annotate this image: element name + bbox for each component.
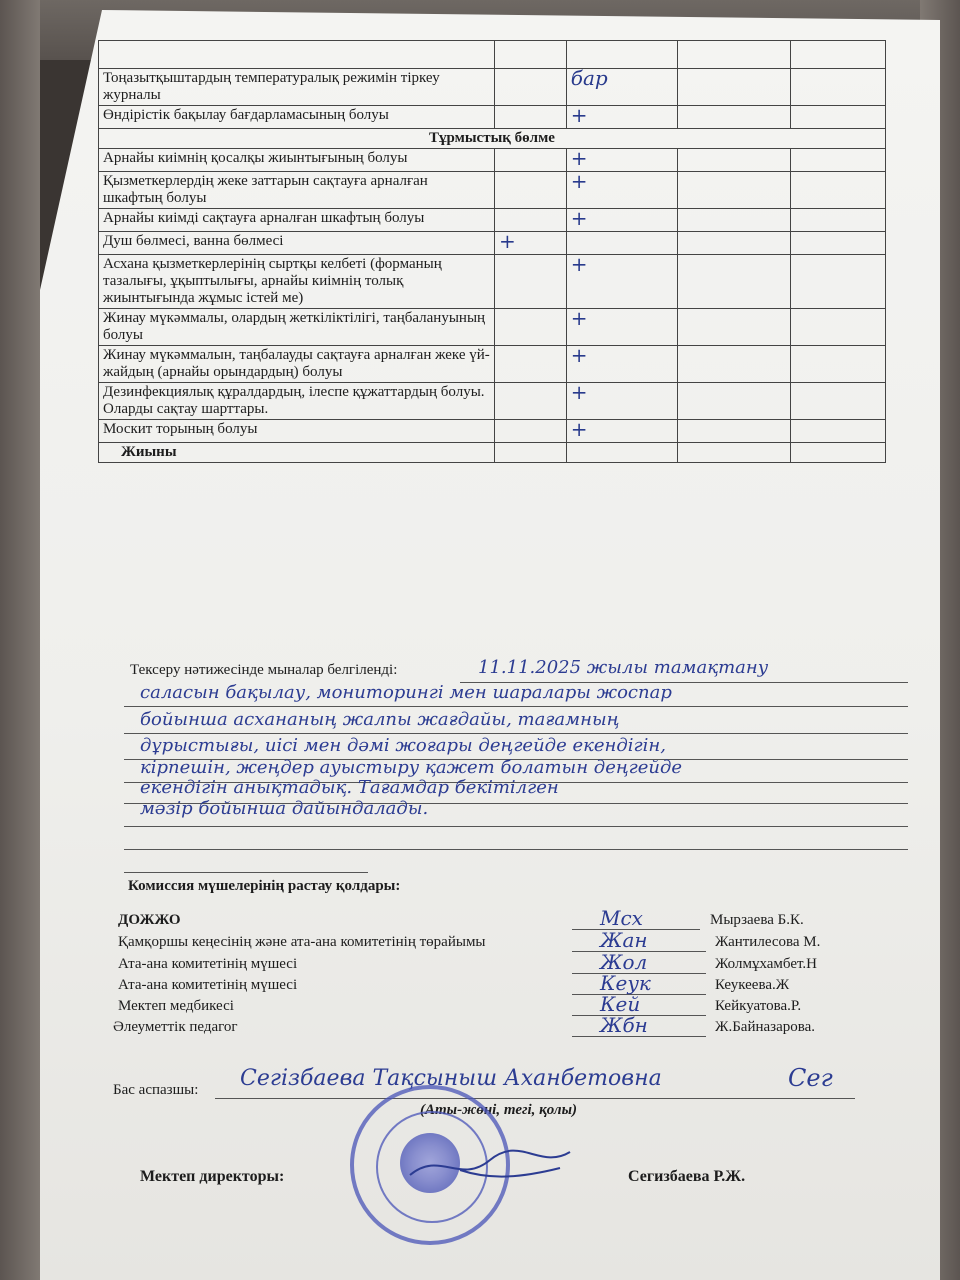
table-row	[99, 383, 886, 420]
member-role: Қамқоршы кеңесінің және ата-ана комитетінің төрайымы	[118, 934, 486, 950]
empty-cell	[791, 41, 886, 69]
director-name: Сегизбаева Р.Ж.	[628, 1168, 746, 1185]
table-row	[99, 309, 886, 346]
table-row	[99, 346, 886, 383]
table-row	[99, 232, 886, 255]
table-row	[99, 149, 886, 172]
empty-cell	[677, 172, 791, 209]
member-signature: Кей	[600, 992, 641, 1016]
criterion-label: Өндірістік бақылау бағдарламасының болуы	[99, 106, 495, 129]
findings-line-5: кірпешін, жеңдер ауыстыру қажет болатын деңгейде	[140, 757, 683, 778]
handwritten-mark: +	[570, 343, 588, 367]
findings-line-7: мәзір бойынша дайындалады.	[140, 798, 429, 819]
empty-cell	[495, 41, 567, 69]
table-row	[99, 172, 886, 209]
mark-cell	[566, 169, 677, 209]
criterion-label: Арнайы киімді сақтауға арналған шкафтың болуы	[99, 209, 495, 232]
handwritten-mark: +	[499, 229, 516, 253]
rule-line	[124, 826, 908, 827]
rule-line	[124, 872, 368, 873]
member-name: Кейкуатова.Р.	[715, 998, 802, 1014]
handwritten-mark: +	[570, 206, 588, 230]
empty-cell	[495, 106, 567, 129]
mark-cell	[566, 66, 677, 106]
criterion-label: Жинау мүкәммалын, таңбалауды сақтауға арналған жеке үй-жайдың (арнайы орындардың) болуы	[99, 346, 495, 383]
findings-line-2: саласын бақылау, мониторингі мен шаралары жоспар	[140, 682, 672, 703]
empty-cell	[677, 255, 791, 309]
empty-cell	[791, 149, 886, 172]
inspection-table	[98, 40, 886, 463]
director-label: Мектеп директоры:	[140, 1168, 285, 1185]
empty-cell	[791, 309, 886, 346]
empty-cell	[677, 69, 791, 106]
chef-label: Бас аспазшы:	[113, 1082, 199, 1098]
handwritten-mark: +	[570, 306, 588, 330]
mark-cell	[566, 41, 677, 69]
member-role: Мектеп медбикесі	[118, 998, 234, 1014]
empty-cell	[495, 229, 567, 255]
rule-line	[124, 733, 908, 734]
member-role: ДОЖЖО	[118, 912, 181, 928]
mark-cell	[566, 206, 677, 232]
empty-cell	[791, 106, 886, 129]
criterion-label	[99, 41, 495, 69]
mark-cell	[566, 343, 677, 383]
member-role: Әлеуметтік педагог	[113, 1019, 238, 1035]
empty-cell	[495, 149, 567, 172]
rule-line	[124, 706, 908, 707]
total-label: Жиыны	[99, 443, 495, 463]
findings-line-6: екендігін анықтадық. Тағамдар бекітілген	[140, 777, 559, 798]
empty-cell	[677, 41, 791, 69]
empty-cell	[791, 69, 886, 106]
criterion-label: Дезинфекциялық құралдардың, ілеспе құжаттардың болуы. Оларды сақтау шарттары.	[99, 383, 495, 420]
member-role: Ата-ана комитетінің мүшесі	[118, 956, 298, 972]
member-signature: Жан	[600, 928, 648, 952]
empty-cell	[495, 69, 567, 106]
empty-cell	[677, 106, 791, 129]
empty-cell	[566, 443, 677, 463]
director-signature-icon	[400, 1140, 580, 1190]
findings-line-1: 11.11.2025 жылы тамақтану	[478, 657, 769, 678]
table-row	[99, 41, 886, 69]
empty-cell	[495, 346, 567, 383]
empty-cell	[791, 209, 886, 232]
mark-cell	[566, 252, 677, 309]
criterion-label: Тоңазытқыштардың температуралық режимін тіркеу журналы	[99, 69, 495, 106]
criterion-label: Асхана қызметкерлерінің сыртқы келбеті (форманың тазалығы, ұқыптылығы, арнайы киімнің толық жиынтығында жұмыс істей ме)	[99, 255, 495, 309]
empty-cell	[495, 255, 567, 309]
member-signature: Кеук	[600, 971, 651, 995]
empty-cell	[791, 443, 886, 463]
mark-cell	[566, 380, 677, 420]
member-name: Ж.Байназарова.	[715, 1019, 816, 1035]
empty-cell	[791, 383, 886, 420]
table-row	[99, 255, 886, 309]
member-name: Жолмұхамбет.Н	[715, 956, 818, 972]
handwritten-mark: +	[570, 146, 588, 170]
empty-cell	[677, 149, 791, 172]
empty-cell	[677, 420, 791, 443]
mark-cell	[566, 103, 677, 129]
criterion-label: Жинау мүкәммалы, олардың жеткіліктілігі, таңбалануының болуы	[99, 309, 495, 346]
empty-cell	[791, 346, 886, 383]
handwritten-mark: +	[570, 380, 588, 404]
empty-cell	[677, 443, 791, 463]
criterion-label: Москит торының болуы	[99, 420, 495, 443]
handwritten-mark: +	[570, 103, 588, 127]
rule-line	[124, 849, 908, 850]
handwritten-mark: +	[570, 169, 588, 193]
total-row	[99, 443, 886, 463]
empty-cell	[677, 309, 791, 346]
findings-label: Тексеру нәтижесінде мыналар белгіленді:	[130, 662, 398, 678]
empty-cell	[495, 309, 567, 346]
mark-cell	[566, 417, 677, 443]
chef-signature: Сег	[788, 1064, 833, 1092]
empty-cell	[495, 420, 567, 443]
empty-cell	[791, 172, 886, 209]
empty-cell	[791, 255, 886, 309]
desk-background-left	[0, 0, 40, 1280]
empty-cell	[791, 420, 886, 443]
empty-cell	[677, 209, 791, 232]
chef-caption: (Аты-жөні, тегі, қолы)	[420, 1102, 578, 1118]
member-signature: Мсх	[600, 906, 643, 930]
empty-cell	[495, 443, 567, 463]
empty-cell	[677, 383, 791, 420]
mark-cell	[566, 306, 677, 346]
handwritten-mark: +	[570, 417, 588, 441]
member-signature: Жбн	[600, 1013, 648, 1037]
criterion-label: Қызметкерлердің жеке заттарын сақтауға арналған шкафтың болуы	[99, 172, 495, 209]
table-row	[99, 420, 886, 443]
chef-line	[215, 1098, 855, 1099]
empty-cell	[791, 232, 886, 255]
commission-title: Комиссия мүшелерінің растау қолдары:	[128, 878, 401, 894]
member-name: Жантилесова М.	[715, 934, 821, 950]
empty-cell	[495, 383, 567, 420]
handwritten-mark: бар	[570, 66, 608, 90]
empty-cell	[495, 172, 567, 209]
findings-line-3: бойынша асхананың жалпы жағдайы, тағамның	[140, 709, 620, 730]
section-header: Тұрмыстық бөлме	[99, 129, 886, 149]
table-row	[99, 129, 886, 149]
findings-line-4: дұрыстығы, иісі мен дәмі жоғары деңгейде екендігін,	[140, 735, 666, 756]
handwritten-mark: +	[570, 252, 588, 276]
criterion-label: Арнайы киімнің қосалқы жиынтығының болуы	[99, 149, 495, 172]
member-role: Ата-ана комитетінің мүшесі	[118, 977, 298, 993]
table-row	[99, 106, 886, 129]
member-name: Кеукеева.Ж	[715, 977, 790, 993]
member-name: Мырзаева Б.К.	[710, 912, 804, 928]
criterion-label: Душ бөлмесі, ванна бөлмесі	[99, 232, 495, 255]
empty-cell	[677, 346, 791, 383]
table-row	[99, 69, 886, 106]
empty-cell	[677, 232, 791, 255]
chef-name-handwritten: Сегізбаева Тақсыныш Аханбетовна	[240, 1066, 662, 1091]
table-row	[99, 209, 886, 232]
member-signature: Жол	[600, 950, 648, 974]
